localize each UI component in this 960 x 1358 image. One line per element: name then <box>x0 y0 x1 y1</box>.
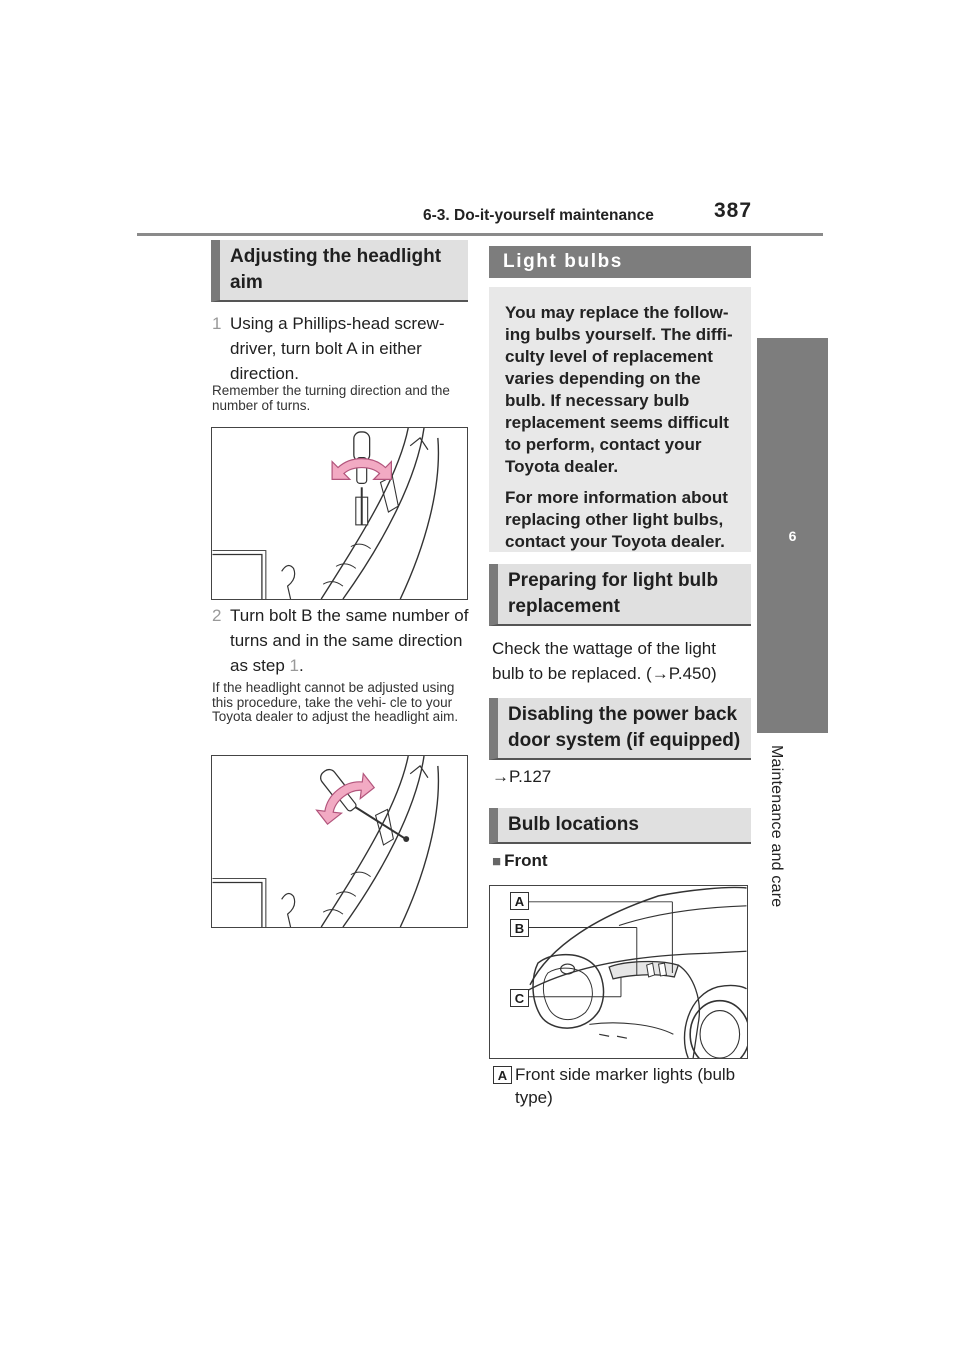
headlight-bolt-b-illustration <box>212 756 467 927</box>
callout-label-a: A <box>510 892 529 910</box>
light-bulbs-info-box <box>489 287 751 552</box>
heading-adjusting-headlight-aim <box>211 240 468 302</box>
page-number: 387 <box>714 199 753 222</box>
header-divider <box>137 233 823 236</box>
figure-front-bulb-locations <box>489 885 748 1059</box>
legend-item-a <box>493 1063 753 1109</box>
heading-text: Adjusting the headlight aim <box>230 246 442 293</box>
headlight-bolt-a-illustration <box>212 428 467 599</box>
legend-label-a: A <box>493 1066 512 1084</box>
step-text: Turn bolt B the same number of turns and in the same direction as step 1. <box>230 606 469 675</box>
callout-label-b: B <box>510 919 529 937</box>
heading-preparing-replacement <box>489 564 751 626</box>
figure-bolt-a <box>211 427 468 600</box>
heading-text: Preparing for light bulb replacement <box>508 570 719 617</box>
legend-text: Front side marker lights (bulb type) <box>515 1065 736 1107</box>
step-reference: 1 <box>289 656 300 675</box>
callout-label-c: C <box>510 989 529 1007</box>
heading-text: Light bulbs <box>503 251 623 272</box>
figure-bolt-b <box>211 755 468 928</box>
info-paragraph: For more information about replacing other light bulbs, contact your Toyota dealer. <box>505 488 728 551</box>
chapter-number: 6 <box>788 527 797 544</box>
step-number: 1 <box>212 314 222 333</box>
heading-light-bulbs <box>489 246 751 278</box>
heading-text: Bulb locations <box>508 814 639 835</box>
heading-bulb-locations <box>489 808 751 844</box>
step-1 <box>212 311 474 386</box>
step-number: 2 <box>212 606 222 625</box>
vehicle-front-illustration <box>490 886 747 1058</box>
step-2 <box>212 603 474 678</box>
note-dealer-adjustment: If the headlight cannot be adjusted using this procedure, take the vehi- cle to your Toyota dealer to adjust the headlight aim. <box>212 680 459 724</box>
power-back-door-reference[interactable]: →P.127 <box>492 767 552 786</box>
note-turning-direction: Remember the turning direction and the number of turns. <box>212 383 450 413</box>
chapter-tab[interactable] <box>757 338 828 733</box>
chapter-title: Maintenance and care <box>768 745 785 908</box>
preparing-text: Check the wattage of the light bulb to be replaced. (→P.450) <box>492 639 717 683</box>
step-text: Using a Phillips-head screw- driver, turn bolt A in either direction. <box>230 314 445 383</box>
subheading-front: ■ Front <box>492 851 548 870</box>
square-bullet-icon: ■ <box>492 853 502 870</box>
heading-text: Disabling the power back door system (if equipped) <box>508 704 741 751</box>
info-paragraph: You may replace the follow- ing bulbs yourself. The diffi- culty level of replacement varies depending on the bulb. If necessary bulb replacement seems difficult to perform, contact your Toyota dealer. <box>505 303 733 476</box>
heading-power-back-door <box>489 698 751 760</box>
section-title: 6-3. Do-it-yourself maintenance <box>423 207 654 224</box>
